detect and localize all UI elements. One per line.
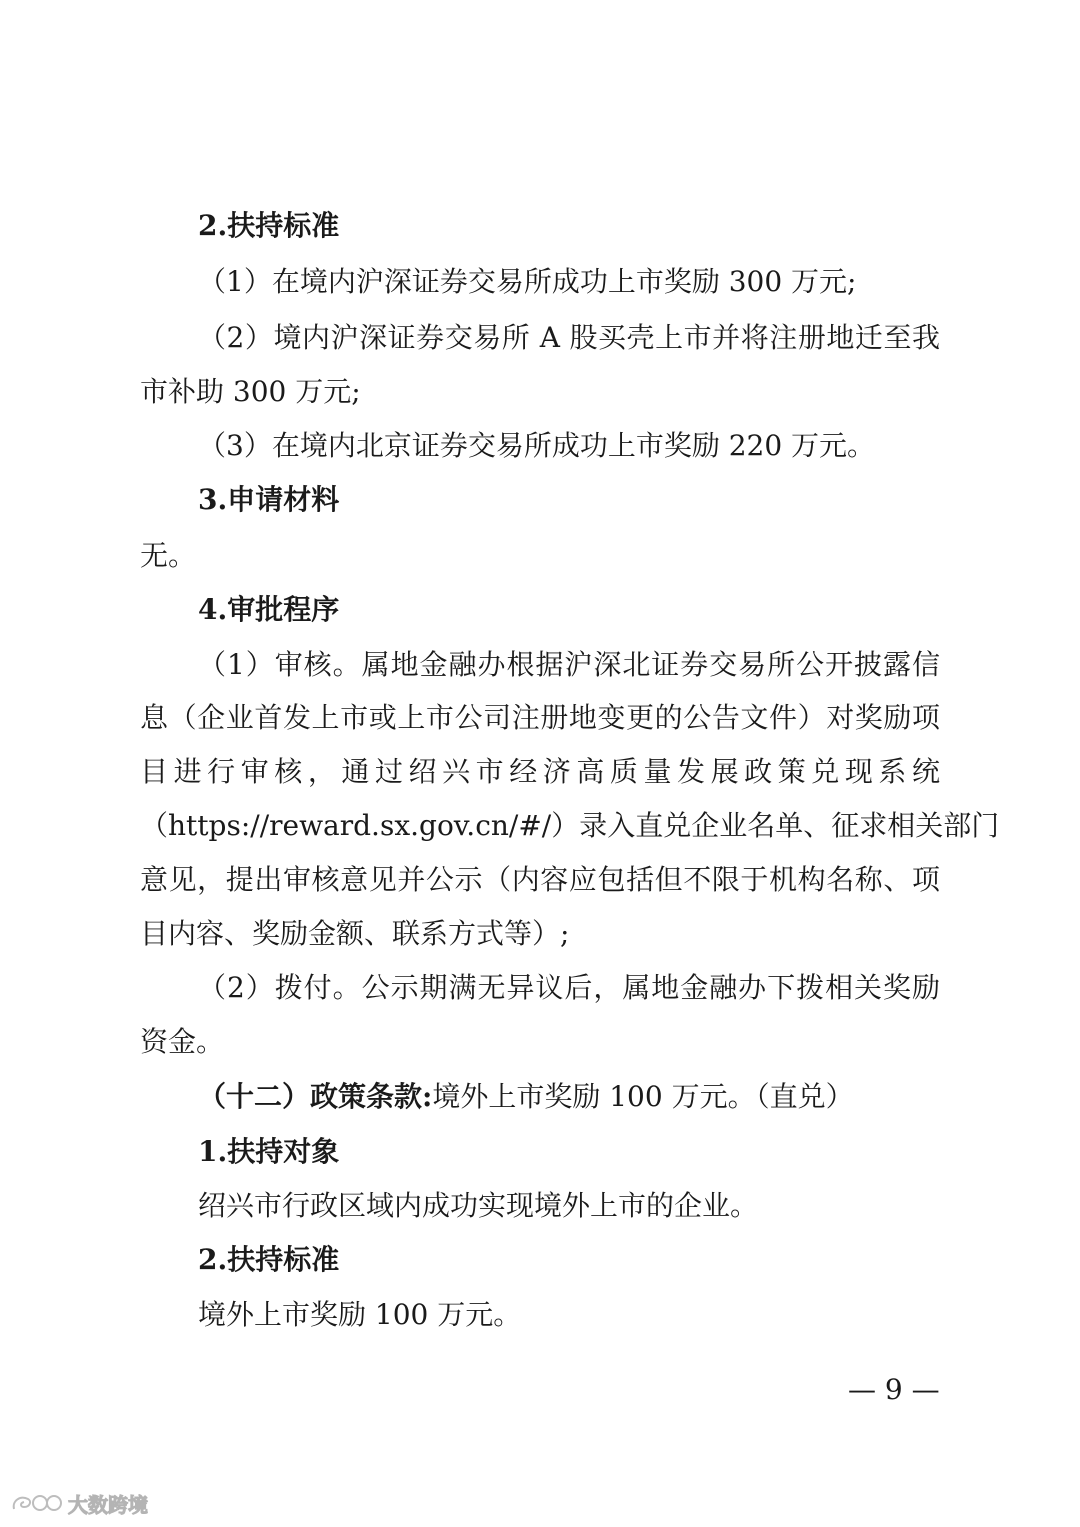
page-number: — 9 —: [848, 1373, 940, 1406]
paragraph-line: 目内容、奖励金额、联系方式等）;: [140, 917, 570, 950]
watermark-logo-icon: [10, 1491, 62, 1515]
section-heading-support-standard: 2.扶持标准: [198, 209, 340, 242]
paragraph-line: （1）在境内沪深证券交易所成功上市奖励 300 万元;: [198, 265, 857, 298]
section-heading-materials: 3.申请材料: [198, 483, 340, 516]
paragraph-line: （2）拨付。公示期满无异议后，属地金融办下拨相关奖励: [198, 971, 940, 1004]
paragraph-line: （3）在境内北京证券交易所成功上市奖励 220 万元。: [198, 429, 876, 462]
paragraph-line: （https://reward.sx.gov.cn/#/）录入直兑企业名单、征求相关部门: [140, 809, 1000, 842]
paragraph-line: 绍兴市行政区域内成功实现境外上市的企业。: [198, 1189, 759, 1222]
paragraph-line: 境外上市奖励 100 万元。: [198, 1298, 522, 1331]
watermark: [10, 1488, 148, 1518]
policy-clause-text: 境外上市奖励 100 万元。（直兑）: [432, 1080, 854, 1113]
paragraph-line: 意见，提出审核意见并公示（内容应包括但不限于机构名称、项: [140, 863, 940, 896]
section-heading-support-standard: 2.扶持标准: [198, 1243, 340, 1276]
policy-clause-label: （十二）政策条款:: [198, 1080, 433, 1113]
paragraph-line: （2）境内沪深证券交易所 A 股买壳上市并将注册地迁至我: [198, 321, 940, 354]
paragraph-line: 息（企业首发上市或上市公司注册地变更的公告文件）对奖励项: [140, 701, 940, 734]
paragraph-line: （1）审核。属地金融办根据沪深北证券交易所公开披露信: [198, 648, 940, 681]
section-heading-approval: 4.审批程序: [198, 593, 340, 626]
paragraph-line: 无。: [140, 539, 197, 572]
paragraph-line: 市补助 300 万元;: [140, 375, 361, 408]
paragraph-line: 目进行审核，通过绍兴市经济高质量发展政策兑现系统: [140, 755, 940, 788]
section-heading-support-target: 1.扶持对象: [198, 1135, 340, 1168]
policy-clause-line: [198, 1077, 998, 1117]
paragraph-line: 资金。: [140, 1025, 225, 1058]
watermark-text: 大数跨境: [68, 1492, 148, 1517]
